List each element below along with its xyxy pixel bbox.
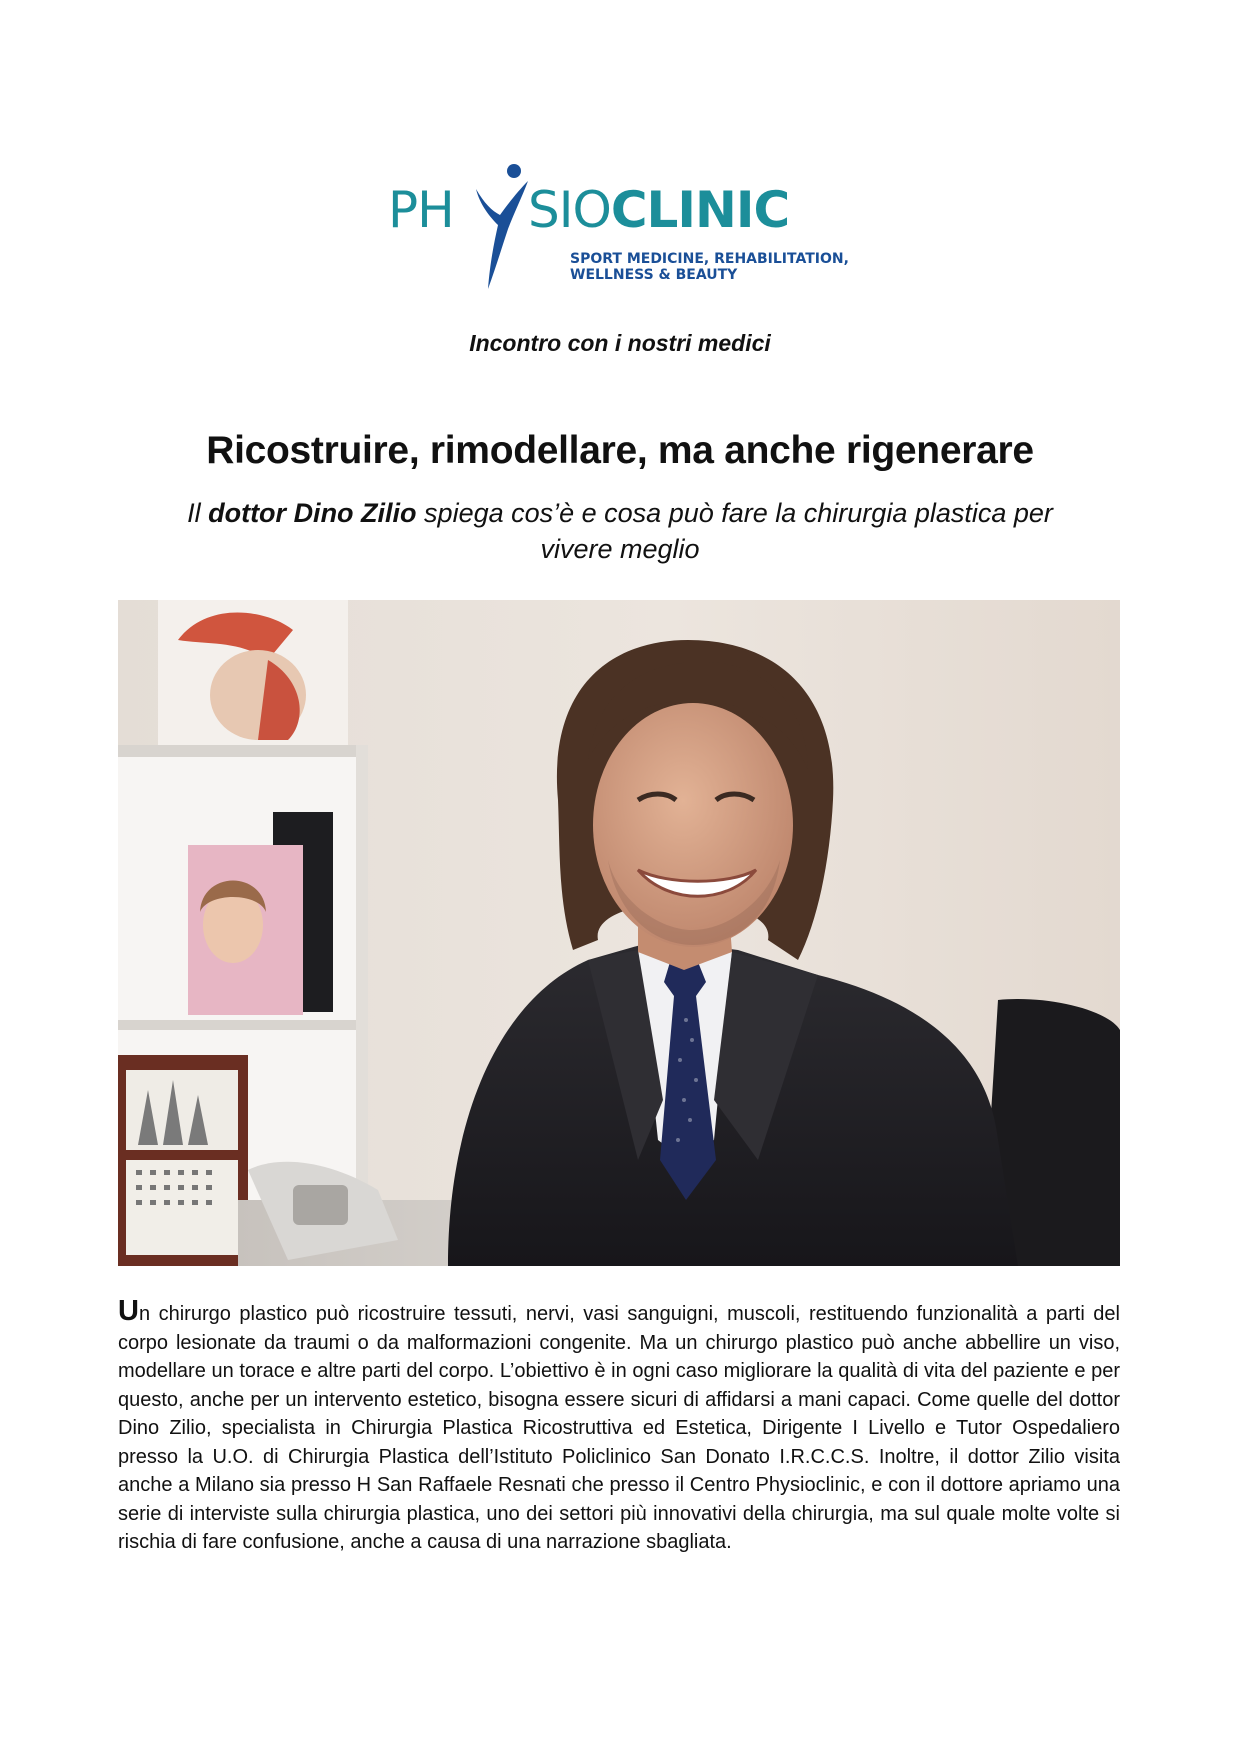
logo-text-ph: PH xyxy=(388,181,454,239)
logo-tagline-line1: SPORT MEDICINE, REHABILITATION, xyxy=(570,251,849,267)
subtitle-doctor-name: dottor Dino Zilio xyxy=(208,498,417,528)
article-headline: Ricostruire, rimodellare, ma anche rigenerare xyxy=(206,429,1034,472)
body-dropcap: U xyxy=(118,1295,139,1327)
doctor-photo-illustration xyxy=(118,600,1120,1266)
logo-text-sioclinic xyxy=(528,181,790,239)
physioclinic-logo xyxy=(388,165,858,295)
logo-text-clinic: CLINIC xyxy=(610,181,790,239)
logo-figure-icon xyxy=(470,163,534,291)
section-kicker: Incontro con i nostri medici xyxy=(469,330,771,356)
logo-tagline xyxy=(570,251,849,283)
article-subtitle xyxy=(150,495,1090,567)
subtitle-prefix: Il xyxy=(187,498,209,528)
body-text: n chirurgo plastico può ricostruire tessuti, nervi, vasi sanguigni, muscoli, restituendo funzionalità a parti del corpo lesionate da traumi o da malformazioni congenite. Ma un chirurgo plastico può anche abbellire un viso, modellare un torace e altre parti del corpo. L’obiettivo è in ogni caso migliorare la qualità di vita del paziente e per questo, anche per un intervento estetico, bisogna essere sicuri di affidarsi a mani capaci. Come quelle del dottor Dino Zilio, specialista in Chirurgia Plastica Ricostruttiva ed Estetica, Dirigente I Livello e Tutor Ospedaliero presso la U.O. di Chirurgia Plastica dell’Istituto Policlinico San Donato I.R.C.C.S. Inoltre, il dottor Zilio visita anche a Milano sia presso H San Raffaele Resnati che presso il Centro Physioclinic, e con il dottore apriamo una serie di interviste sulla chirurgia plastica, uno dei settori più innovativi della chirurgia, ma sul quale molte volte si rischia di fare confusione, anche a causa di una narrazione sbagliata. xyxy=(118,1303,1120,1553)
article-body xyxy=(118,1297,1120,1557)
subtitle-suffix: spiega cos’è e cosa può fare la chirurgia plastica per vivere meglio xyxy=(416,498,1053,564)
doctor-photo xyxy=(118,600,1120,1266)
logo-text-sio: SIO xyxy=(528,181,611,239)
logo-tagline-line2: WELLNESS & BEAUTY xyxy=(570,267,738,283)
